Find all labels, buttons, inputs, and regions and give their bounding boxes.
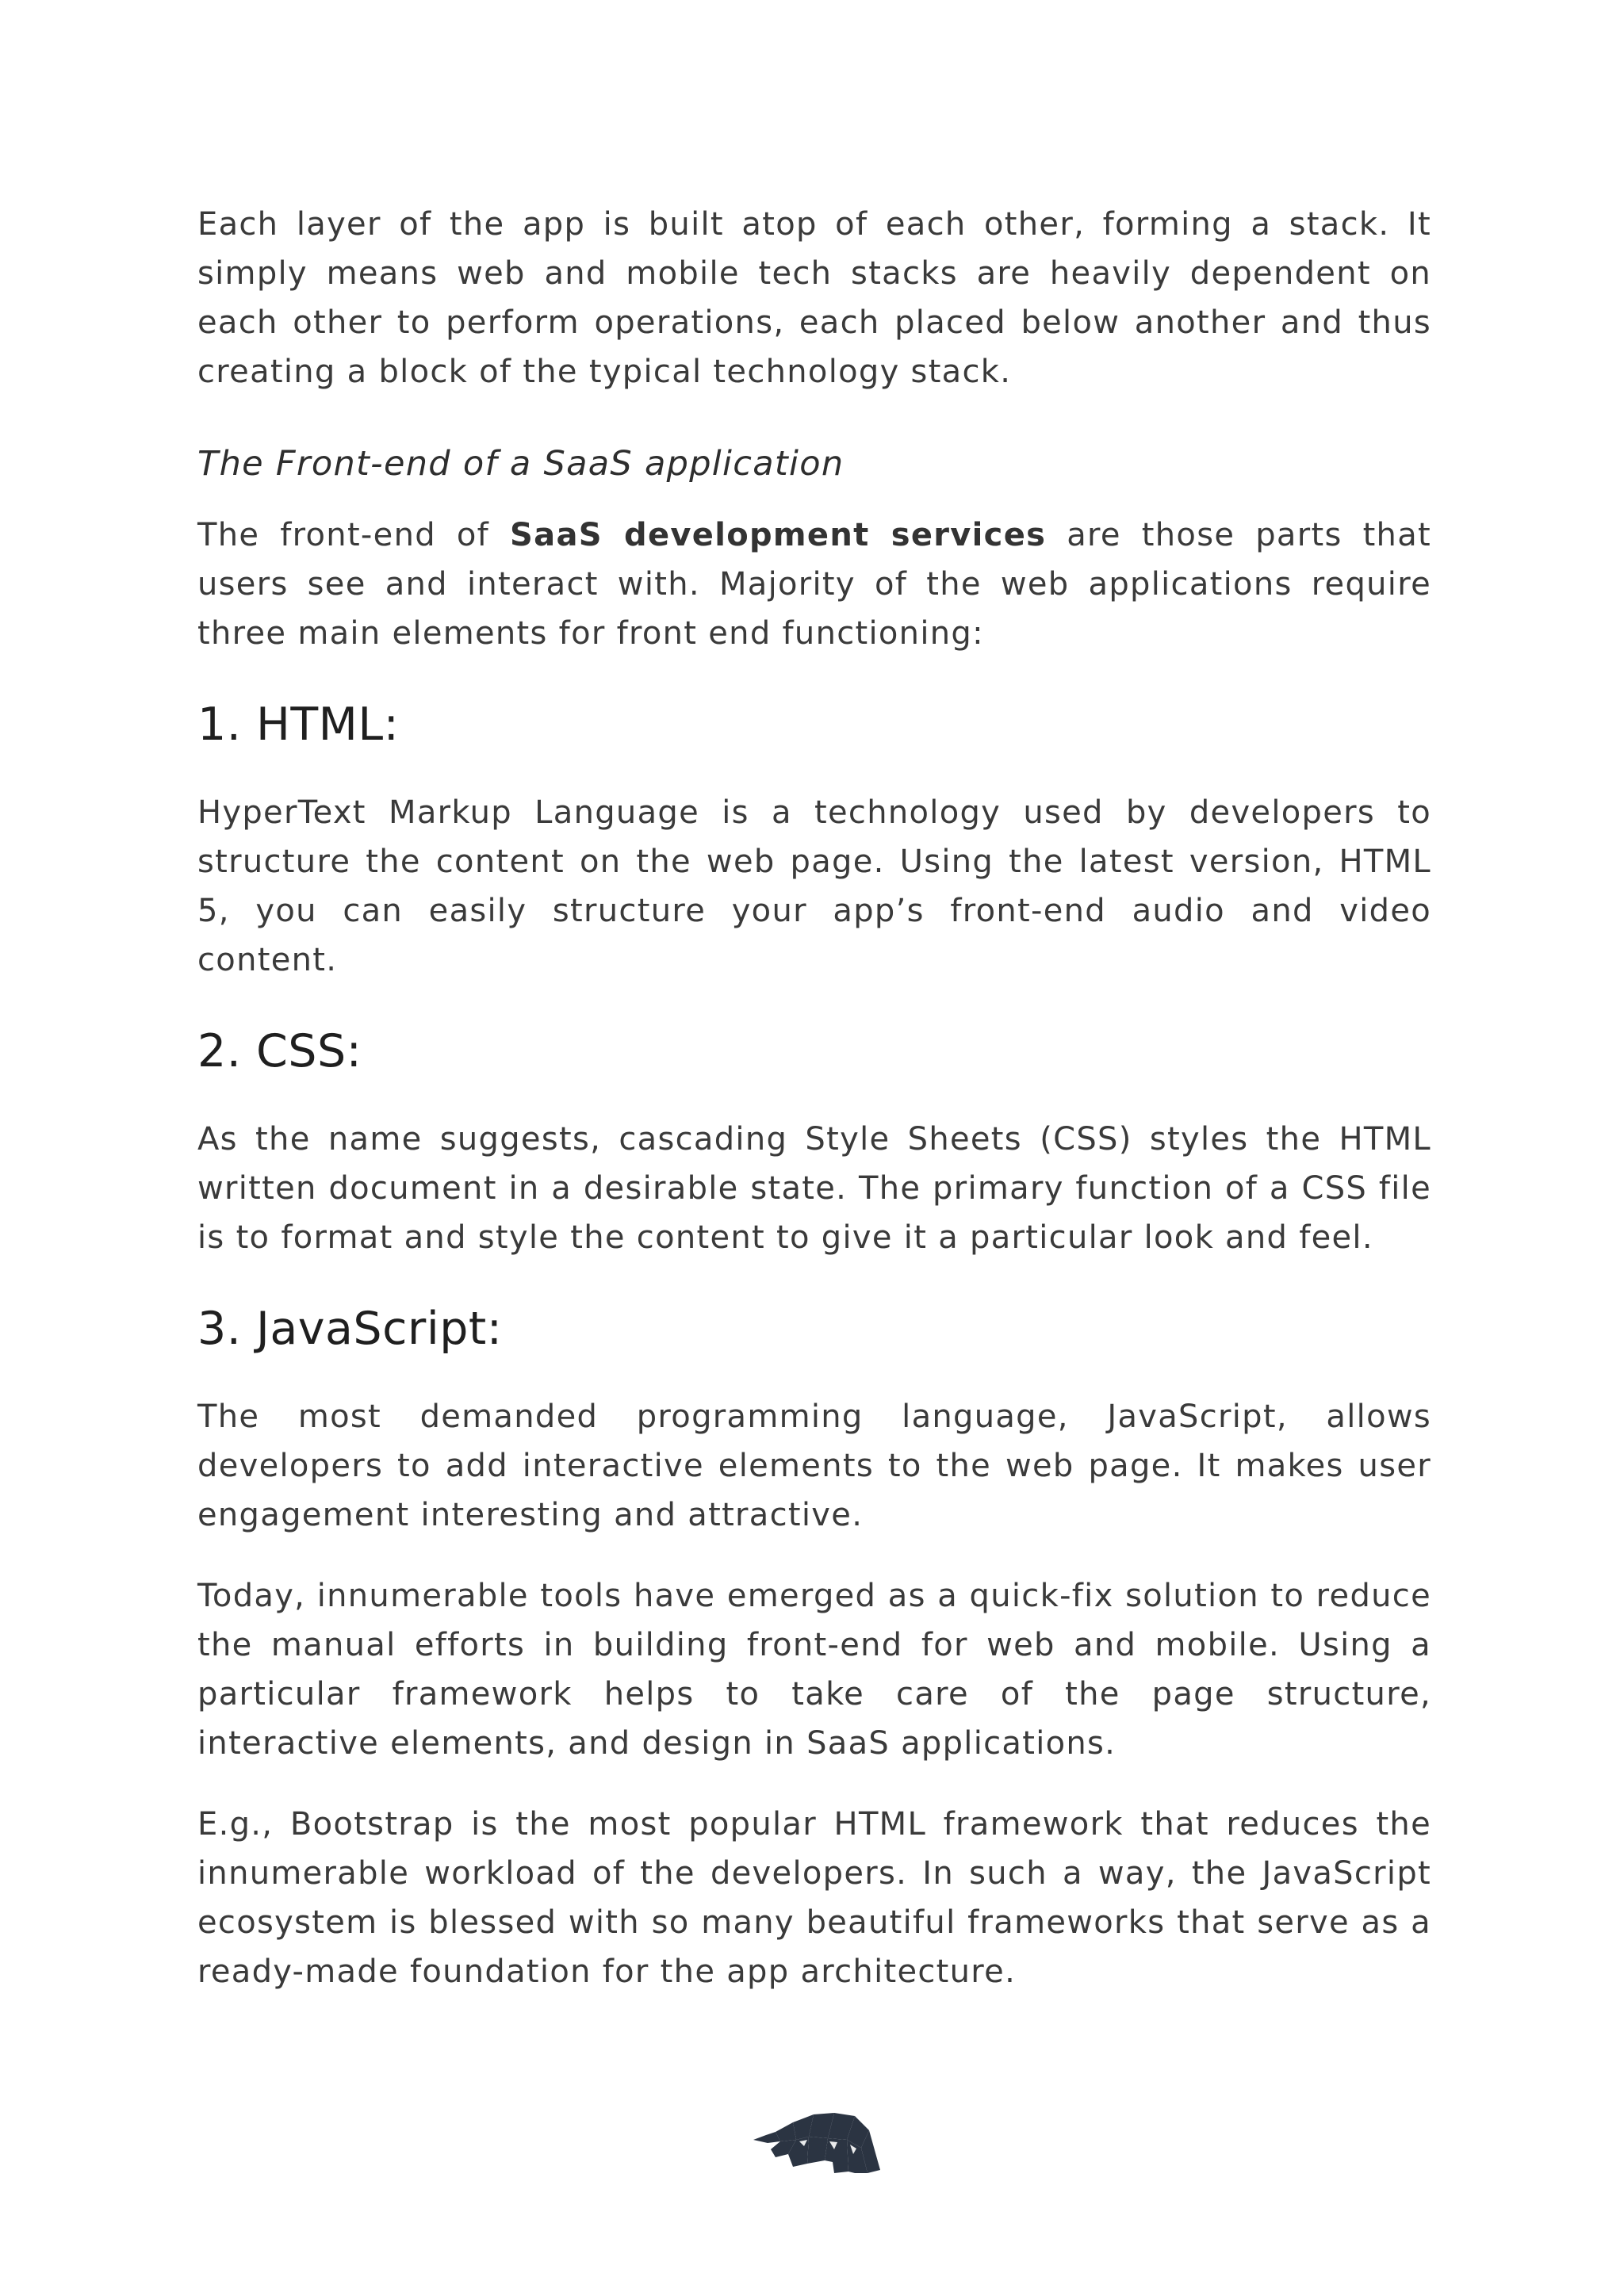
frontend-paragraph bbox=[197, 511, 1431, 658]
frontend-subheading: The Front-end of a SaaS application bbox=[197, 444, 845, 484]
saas-services-bold: SaaS development services bbox=[510, 517, 1047, 553]
javascript-paragraph: The most demanded programming language, JavaScript, allows developers to add interactive elements to the web page. It makes user engagement interesting and attractive. bbox=[197, 1399, 1431, 1533]
html-heading: 1. HTML: bbox=[197, 698, 400, 751]
html-paragraph: HyperText Markup Language is a technology used by developers to structure the content on the web page. Using the latest version, HTML 5, you can easily structure your app’s front-end audio and video content. bbox=[197, 794, 1431, 978]
javascript-heading: 3. JavaScript: bbox=[197, 1303, 503, 1355]
tools-paragraph: Today, innumerable tools have emerged as a quick-fix solution to reduce the manual efforts in building front-end for web and mobile. Using a particular framework helps to take care of the page structure, interactive elements, and design in SaaS applications. bbox=[197, 1578, 1431, 1762]
frontend-paragraph-start: The front-end of bbox=[197, 517, 511, 553]
css-heading: 2. CSS: bbox=[197, 1025, 362, 1077]
document-page bbox=[197, 200, 1431, 1996]
intro-paragraph: Each layer of the app is built atop of each other, forming a stack. It simply means web and mobile tech stacks are heavily dependent on each other to perform operations, each placed below another and thus creating a block of the typical technology stack. bbox=[197, 206, 1431, 390]
frontend-paragraph-end: are those parts that users see and interact with. Majority of the web applications require three main elements for front end functioning: bbox=[197, 517, 1432, 652]
css-paragraph: As the name suggests, cascading Style Sheets (CSS) styles the HTML written document in a desirable state. The primary function of a CSS file is to format and style the content to give it a particular look and feel. bbox=[197, 1121, 1431, 1256]
polar-bear-logo-icon bbox=[752, 2105, 883, 2178]
example-paragraph: E.g., Bootstrap is the most popular HTML framework that reduces the innumerable workload of the developers. In such a way, the JavaScript ecosystem is blessed with so many beautiful frameworks that serve as a ready-made foundation for the app architecture. bbox=[197, 1806, 1431, 1990]
